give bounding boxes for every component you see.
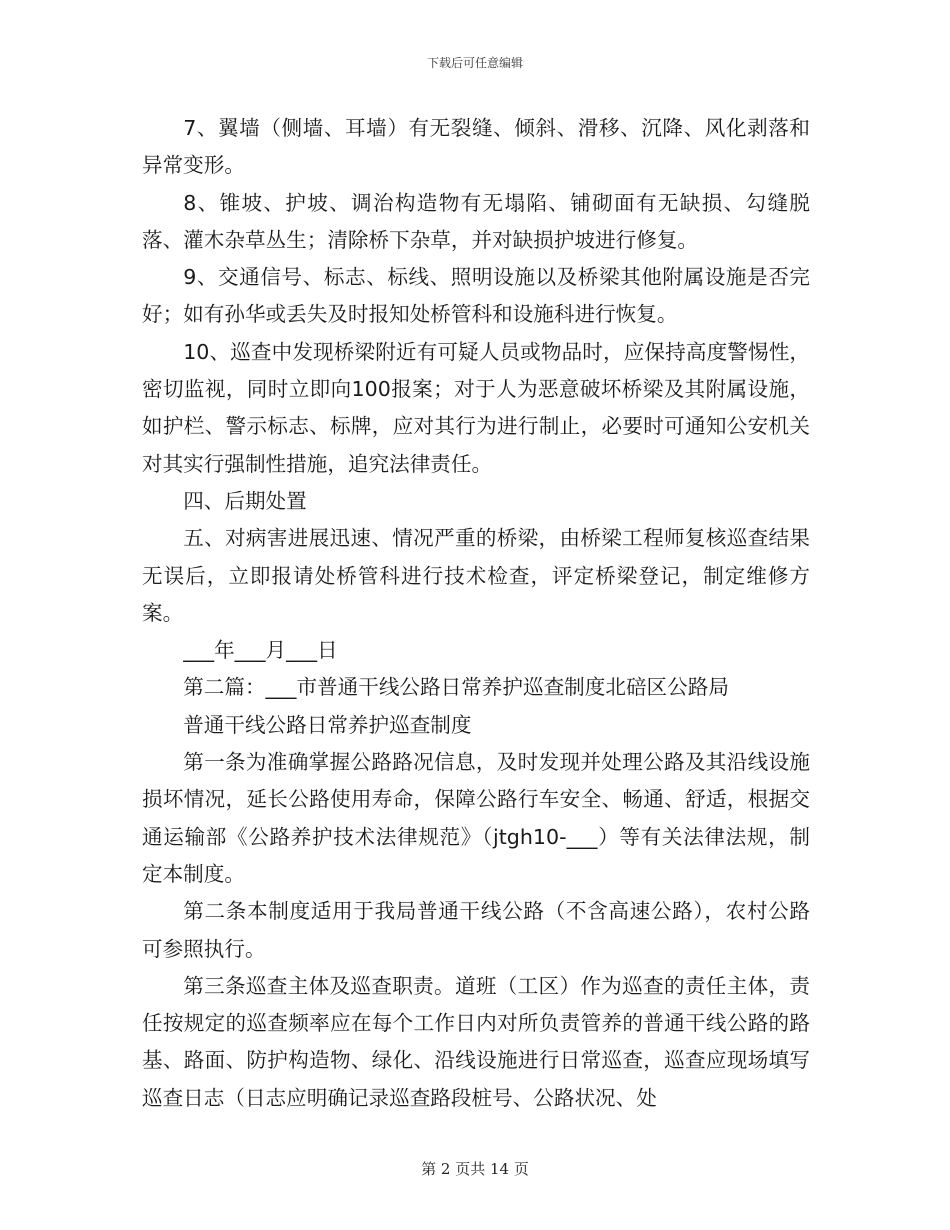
paragraph: 第二条本制度适用于我局普通干线公路（不含高速公路），农村公路可参照执行。 — [142, 899, 810, 961]
paragraph: 9、交通信号、标志、标线、照明设施以及桥梁其他附属设施是否完好；如有孙华或丢失及时报知处桥管科和设施科进行恢复。 — [142, 265, 810, 327]
document-body — [142, 110, 810, 1117]
paragraph: 第一条为准确掌握公路路况信息，及时发现并处理公路及其沿线设施损坏情况，延长公路使用寿命，保障公路行车安全、畅通、舒适，根据交通运输部《公路养护技术法律规范》（jtgh10-___）等有关法律法规，制定本制度。 — [142, 750, 810, 886]
paragraph: 10、巡查中发现桥梁附近有可疑人员或物品时，应保持高度警惕性，密切监视，同时立即向100报案；对于人为恶意破坏桥梁及其附属设施，如护栏、警示标志、标牌，应对其行为进行制止，必要时可通知公安机关对其实行强制性措施，追究法律责任。 — [142, 339, 810, 476]
page-header: 下载后可任意编辑 — [426, 56, 523, 70]
paragraph: 8、锥坡、护坡、调治构造物有无塌陷、铺砌面有无缺损、勾缝脱落、灌木杂草丛生；清除桥下杂草，并对缺损护坡进行修复。 — [142, 190, 810, 252]
document-title: 普通干线公路日常养护巡查制度 — [183, 712, 472, 737]
paragraph: 五、对病害进展迅速、情况严重的桥梁，由桥梁工程师复核巡查结果无误后，立即报请处桥管科进行技术检查，评定桥梁登记，制定维修方案。 — [142, 526, 810, 625]
date-line: ___年___月___日 — [183, 638, 338, 663]
paragraph: 第三条巡查主体及巡查职责。道班（工区）作为巡查的责任主体，责任按规定的巡查频率应在每个工作日内对所负责管养的普通干线公路的路基、路面、防护构造物、绿化、沿线设施进行日常巡查，巡查应现场填写巡查日志（日志应明确记录巡查路段桩号、公路状况、处 — [142, 973, 810, 1110]
section-heading: 四、后期处置 — [183, 488, 307, 513]
paragraph: 7、翼墙（侧墙、耳墙）有无裂缝、倾斜、滑移、沉降、风化剥落和异常变形。 — [142, 116, 810, 178]
chapter-title: 第二篇：___市普通干线公路日常养护巡查制度北碚区公路局 — [183, 675, 729, 700]
page-footer: 第 2 页共 14 页 — [421, 1160, 529, 1178]
